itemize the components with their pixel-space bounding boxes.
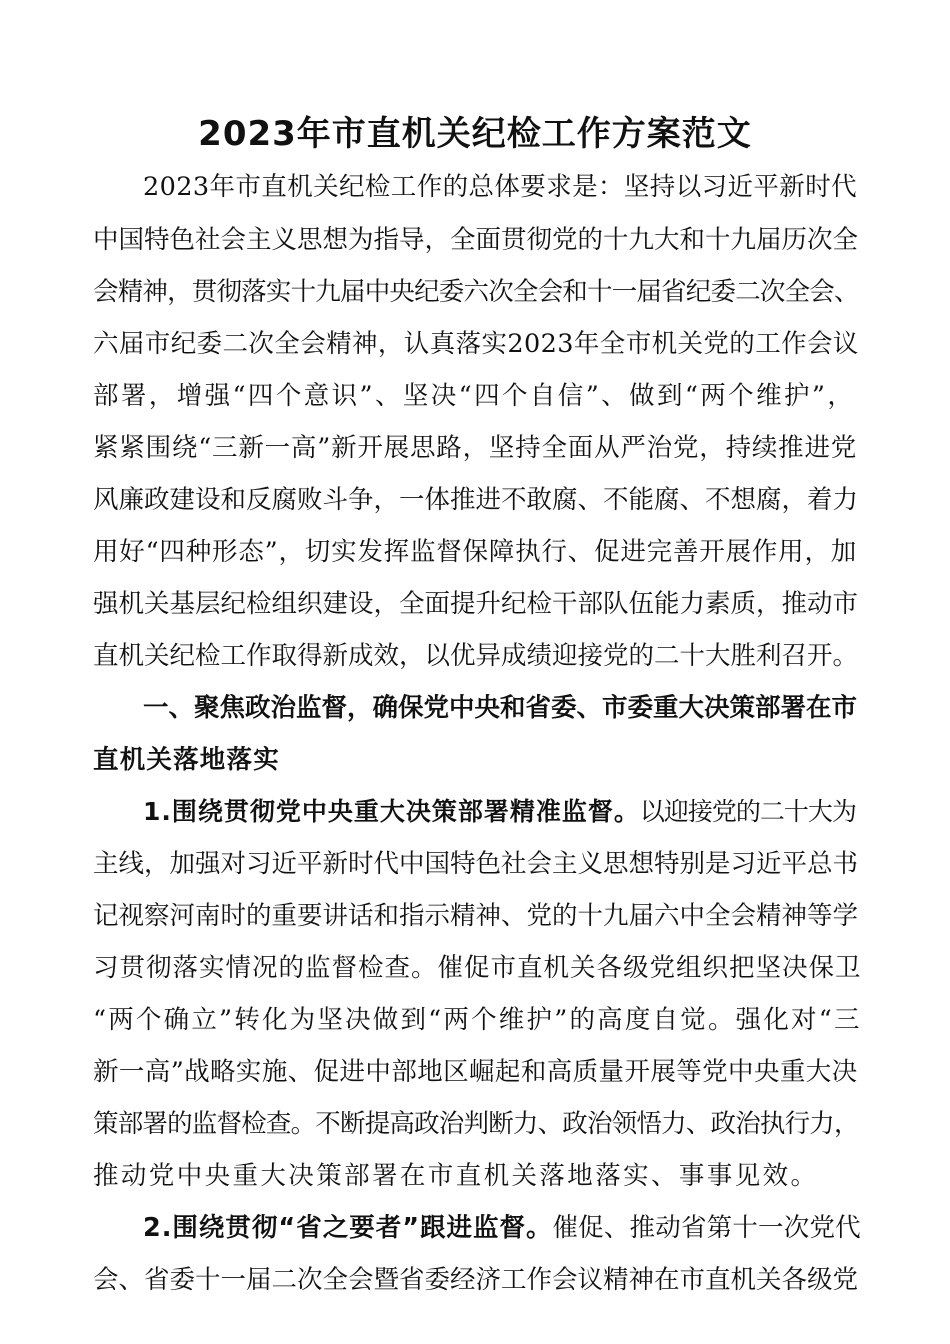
intro-line: 紧紧围绕“三新一高”新开展思路，坚持全面从严治党，持续推进党 <box>93 433 858 463</box>
item-line: “两个确立”转化为坚决做到“两个维护”的高度自觉。强化对“三 <box>93 1005 862 1035</box>
intro-line: 部署，增强“四个意识”、坚决“四个自信”、做到“两个维护”， <box>93 381 856 411</box>
item-lead: 2.围绕贯彻“省之要者”跟进监督。 <box>143 1213 553 1243</box>
intro-line: 直机关纪检工作取得新成效，以优异成绩迎接党的二十大胜利召开。 <box>93 641 859 671</box>
item-first-line <box>143 789 856 835</box>
item-line: 新一高”战略实施、促进中部地区崛起和高质量开展等党中央重大决 <box>93 1057 858 1087</box>
section-heading: 一、聚焦政治监督，确保党中央和省委、市委重大决策部署在市 <box>143 693 858 723</box>
intro-line: 2023年市直机关纪检工作的总体要求是：坚持以习近平新时代 <box>143 172 857 202</box>
item-text: 催促、推动省第十一次党代 <box>552 1213 861 1243</box>
item-lead: 1.围绕贯彻党中央重大决策部署精准监督。 <box>143 797 640 826</box>
item-first-line <box>143 1205 861 1251</box>
intro-line: 会精神，贯彻落实十九届中央纪委六次全会和十一届省纪委二次全会、 <box>93 277 859 307</box>
intro-line: 用好“四种形态”，切实发挥监督保障执行、促进完善开展作用，加 <box>93 537 858 567</box>
intro-line: 风廉政建设和反腐败斗争，一体推进不敢腐、不能腐、不想腐，着力 <box>93 485 859 515</box>
item-line: 主线，加强对习近平新时代中国特色社会主义思想特别是习近平总书 <box>93 849 859 879</box>
item-line: 习贯彻落实情况的监督检查。催促市直机关各级党组织把坚决保卫 <box>93 953 862 983</box>
item-line: 会、省委十一届二次全会暨省委经济工作会议精神在市直机关各级党 <box>93 1265 859 1295</box>
item-line: 记视察河南时的重要讲话和指示精神、党的十九届六中全会精神等学 <box>93 901 859 931</box>
item-text: 以迎接党的二十大为 <box>639 797 856 826</box>
item-line: 策部署的监督检查。不断提高政治判断力、政治领悟力、政治执行力， <box>93 1109 859 1139</box>
section-heading: 直机关落地落实 <box>93 745 280 775</box>
document-title: 2023年市直机关纪检工作方案范文 <box>198 114 752 154</box>
item-line: 推动党中央重大决策部署在市直机关落地落实、事事见效。 <box>93 1161 819 1191</box>
intro-line: 中国特色社会主义思想为指导，全面贯彻党的十九大和十九届历次全 <box>93 225 859 255</box>
intro-line: 六届市纪委二次全会精神，认真落实2023年全市机关党的工作会议 <box>93 329 859 359</box>
intro-line: 强机关基层纪检组织建设，全面提升纪检干部队伍能力素质，推动市 <box>93 589 859 619</box>
